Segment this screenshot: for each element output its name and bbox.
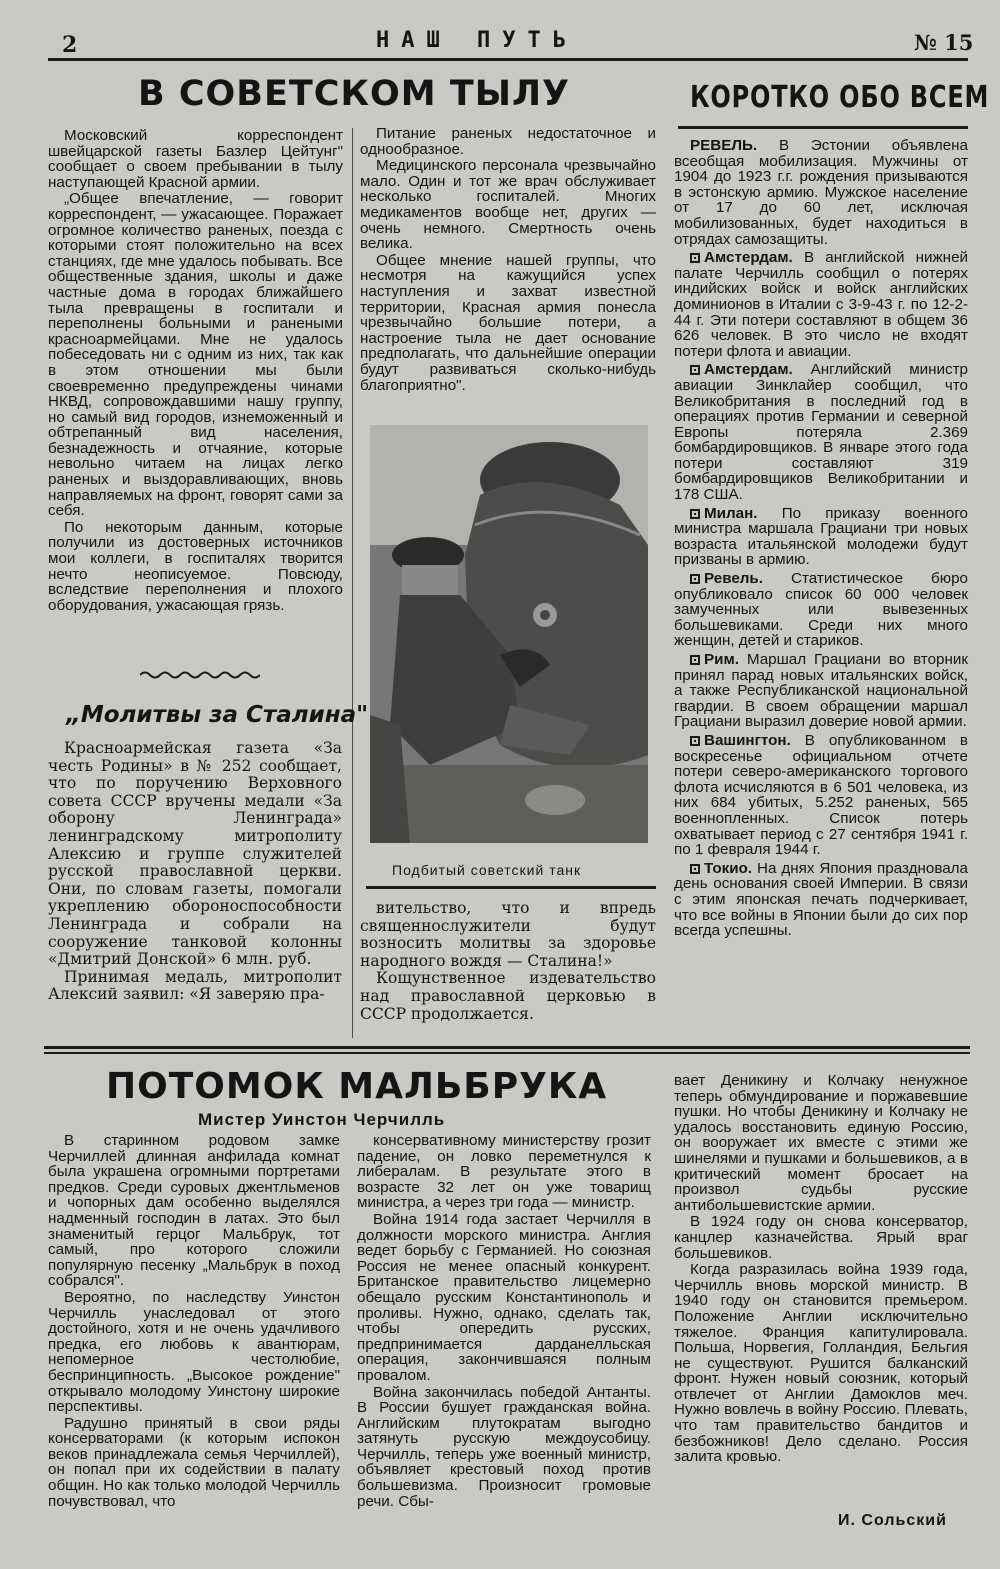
news-item: Вашингтон. В опубликованном в воскресенье официальном отчете потери северо-американского торгового флота исчисляются в 6 501 человека, из них 684 убитых, 5.252 раненых, 565 военнопленных. Список потерь охватывает период с 27 сентября 1941 г. по 1 февраля 1944 г. — [674, 731, 968, 859]
news-item: Милан. По приказу военного министра маршала Грациани три новых возраста итальянской молодежи будут призваны в армию. — [674, 504, 968, 569]
masthead-rule — [48, 58, 968, 61]
news-city: Вашингтон. — [704, 731, 791, 749]
marlborough-column-1 — [48, 1133, 340, 1509]
article-paragraph: Питание раненых недостаточное и однообразное. — [360, 125, 656, 158]
news-item: Ревель. Статистическое бюро опубликовало список 60 000 человек замученных или вывезенных большевиками. Среди них много женщин, детей и стариков. — [674, 570, 968, 650]
news-city: Милан. — [704, 504, 758, 522]
article-author: И. Сольский — [838, 1512, 947, 1529]
news-city: Амстердам. — [704, 249, 793, 267]
news-item: Амстердам. Английский министр авиации Зинклайер сообщил, что Великобритания в последний год в операциях против Германии и северной Европы потеряла 2.369 бомбардировщиков. В январе этого года потери составляют 319 бомбардировщиков Великобритании и 178 США. — [674, 361, 968, 504]
article-paragraph: „Общее впечатление, — говорит корреспондент, — ужасающее. Поражает огромное количество раненых, поезда с которыми стоят положительно на всех станциях, где мне удалось побывать. Все общественные здания, школы и даже частные дома в городах ближайшего тыла превращены в госпитали и переполнены больными и ранеными красноармейцами. Мне не удалось побеседовать ни с одним из них, так как в этом отношении мы были своевременно предупреждены чинами НКВД, сопровождавшими нашу группу, но самый вид городов, изнеможенный и обтрепанный вид населения, безнадежность и отчаяние, которые невольно читаем на лицах легко раненых и выздоравливающих, вновь направляемых на фронт, говорят сами за себя. — [48, 190, 343, 520]
article-paragraph: Общее мнение нашей группы, что несмотря на кажущийся успех наступления и захват известной территории, Красная армия понесла чрезвычайно большие потери, а настроение тыла не дает основание предполагать, что дальнейшие операции будут развиваться сколько-нибудь благоприятно". — [360, 251, 656, 394]
marlborough-column-2 — [357, 1133, 651, 1509]
article-paragraph: Медицинского персонала чрезвычайно мало. Один и тот же врач обслуживает несколько госпиталей. Многих медикаментов вообще нет, других — очень немного. Смертность очень велика. — [360, 157, 656, 253]
photo-caption: Подбитый советский танк — [392, 862, 582, 878]
bullet-square-icon — [690, 365, 700, 375]
soviet-rear-column-1 — [48, 128, 343, 613]
article-paragraph: Радушно принятый в свои ряды консерваторами (к которым испокон веков принадлежала семья Черчиллей), он попал при их содействии в палату общин. Но как только молодой Черчилль почувствовал, что — [48, 1414, 340, 1510]
news-item: РЕВЕЛЬ. В Эстонии объявлена всеобщая мобилизация. Мужчины от 1904 до 1923 г.г. рождения призываются в эстонскую армию. Мужское население от 17 до 60 лет, исключая мобилизованных, будет находиться в отрядах самозащиты. — [674, 137, 968, 248]
article-paragraph: Красноармейская газета «За честь Родины» в № 252 сообщает, что по поручению Верховного совета СССР вручены медали «За оборону Ленинграда» ленинградскому митрополиту Алексию и группе служителей русской православной церкви. Они, по словам газеты, помогали укреплению обороноспособности Ленинграда и собрали на сооружение танковой колонны «Дмитрий Донской» 6 млн. руб. — [48, 739, 342, 969]
bullet-square-icon — [690, 736, 700, 746]
issue-number: № 15 — [914, 30, 974, 55]
news-list — [674, 138, 968, 942]
article-paragraph: Вероятно, по наследству Уинстон Черчилль унаследовал от этого достойного, хотя и не очень удачливого предка, его любовь к авантюрам, непомерное честолюбие, беспринципность. „Высокое рождение" открывало молодому Уинстону широкие перспективы. — [48, 1288, 340, 1416]
news-city: Амстердам. — [704, 361, 793, 379]
article-title-prayers: „Молитвы за Сталина" — [66, 702, 369, 728]
article-paragraph: Московский корреспондент швейцарской газеты Базлер Цейтунг" сообщает о своем пребывании в тылу наступающей Красной армии. — [48, 127, 343, 191]
caption-rule — [366, 886, 656, 889]
bullet-square-icon — [690, 864, 700, 874]
article-paragraph: Когда разразилась война 1939 года, Черчилль вновь морской министр. В 1940 году он становится премьером. Положение Англии исключительно тяжелое. Франция капитулировала. Польша, Норвегия, Голландия, Бельгия не существуют. Рушится балканский фронт. Нужен новый союзник, который отвлечет от Англии Дамоклов меч. Нужно вовлечь в войну Россию. Плевать, что там правительство бандитов и безбожников! Дело сделано. Россия залита кровью. — [674, 1261, 968, 1466]
page-number: 2 — [62, 32, 78, 58]
bullet-square-icon — [690, 655, 700, 665]
prayers-column-2 — [360, 900, 656, 1023]
news-item: Амстердам. В английской нижней палате Черчилль сообщил о потерях индийских войск и войск английских доминионов в Италии с 3-9-43 г. по 12-2-44 г. Эти потери составляют в общем 36 626 человек. В это число не входят потери флота и авиации. — [674, 249, 968, 360]
article-paragraph: вительство, что и впредь священнослужители будут возносить молитвы за здоровье народного вождя — Сталина!» — [360, 899, 656, 970]
article-title-soviet-rear: В СОВЕТСКОМ ТЫЛУ — [138, 74, 571, 114]
section-rule-bottom — [44, 1052, 970, 1054]
article-paragraph: В старинном родовом замке Черчиллей длинная анфилада комнат была украшена огромными портретами предков. Среди суровых джентльменов и чопорных дам особенно выделялся надменный господин в латах. Это был знаменитый герцог Мальбрук, тот самый, про которого сложили популярную песенку „Мальбрук в поход собрался". — [48, 1132, 340, 1290]
article-subtitle: Мистер Уинстон Черчилль — [198, 1110, 446, 1129]
article-paragraph: консервативному министерству грозит падение, он ловко переметнулся к либералам. В результате этого в возрасте 32 лет он уже товарищ министра, а через три года — министр. — [357, 1132, 651, 1212]
newspaper-title: НАШ ПУТЬ — [376, 28, 578, 53]
soviet-rear-column-2 — [360, 126, 656, 393]
bullet-square-icon — [690, 509, 700, 519]
news-column-title: КОРОТКО ОБО ВСЕМ — [690, 80, 990, 115]
marlborough-column-3 — [674, 1073, 968, 1465]
news-city: Токио. — [704, 859, 753, 877]
section-rule-top — [44, 1046, 970, 1049]
news-city: Ревель. — [704, 570, 763, 588]
destroyed-tank-photo — [370, 425, 648, 843]
wavy-separator — [140, 670, 260, 680]
column-rule — [352, 128, 353, 1038]
news-item: Токио. На днях Япония праздновала день основания своей Империи. В связи с этим японская печать подчеркивает, что все войны в Японии были до сих пор всегда успешны. — [674, 859, 968, 940]
bullet-square-icon — [690, 253, 700, 263]
prayers-column-1 — [48, 740, 342, 1004]
article-paragraph: Война 1914 года застает Черчилля в должности морского министра. Англия ведет борьбу с Германией. Но союзная Россия не менее опасный конкурент. Британское правительство лицемерно обещало русским Константинополь и проливы. Нужно, однако, сделать так, чтобы опередить русских, предпринимается дарданелльская операция, закончившаяся полным провалом. — [357, 1210, 651, 1384]
article-paragraph: В 1924 году он снова консерватор, канцлер казначейства. Ярый враг большевиков. — [674, 1213, 968, 1262]
news-city: Рим. — [704, 651, 739, 668]
article-title-marlborough: ПОТОМОК МАЛЬБРУКА — [106, 1066, 608, 1107]
article-paragraph: Кощунственное издевательство над православной церковью в СССР продолжается. — [360, 969, 656, 1023]
article-paragraph: вает Деникину и Колчаку ненужное теперь обмундирование и поржавевшие пушки. Но чтобы Деникину и Колчаку не удалось восстановить единую Россию, он вооружает их вместе с этими же шинелями и пушками и большевиков, а в критический момент бросает на произвол судьбы русские антибольшевистские армии. — [674, 1072, 968, 1214]
news-title-rule — [678, 126, 968, 129]
article-paragraph: Война закончилась победой Антанты. В России бушует гражданская война. Английским плутократам выгодно затянуть русскую междоусобицу. Черчилль, теперь уже военный министр, объявляет крестовый поход против большевизма. Произносит громовые речи. Сбы- — [357, 1383, 651, 1510]
bullet-square-icon — [690, 574, 700, 584]
article-paragraph: По некоторым данным, которые получили из достоверных источников мои коллеги, в госпиталях творится нечто неописуемое. Повсюду, вследствие переполнения и плохого оборудования, ужасающая грязь. — [48, 518, 343, 614]
article-paragraph: Принимая медаль, митрополит Алексий заявил: «Я заверяю пра- — [48, 967, 342, 1004]
news-city: РЕВЕЛЬ. — [690, 137, 758, 154]
news-item: Рим. Маршал Грациани во вторник принял парад новых итальянских войск, а также Республиканской национальной гвардии. В своем обращении маршал Грациани выразил доверие новой армии. — [674, 651, 968, 731]
